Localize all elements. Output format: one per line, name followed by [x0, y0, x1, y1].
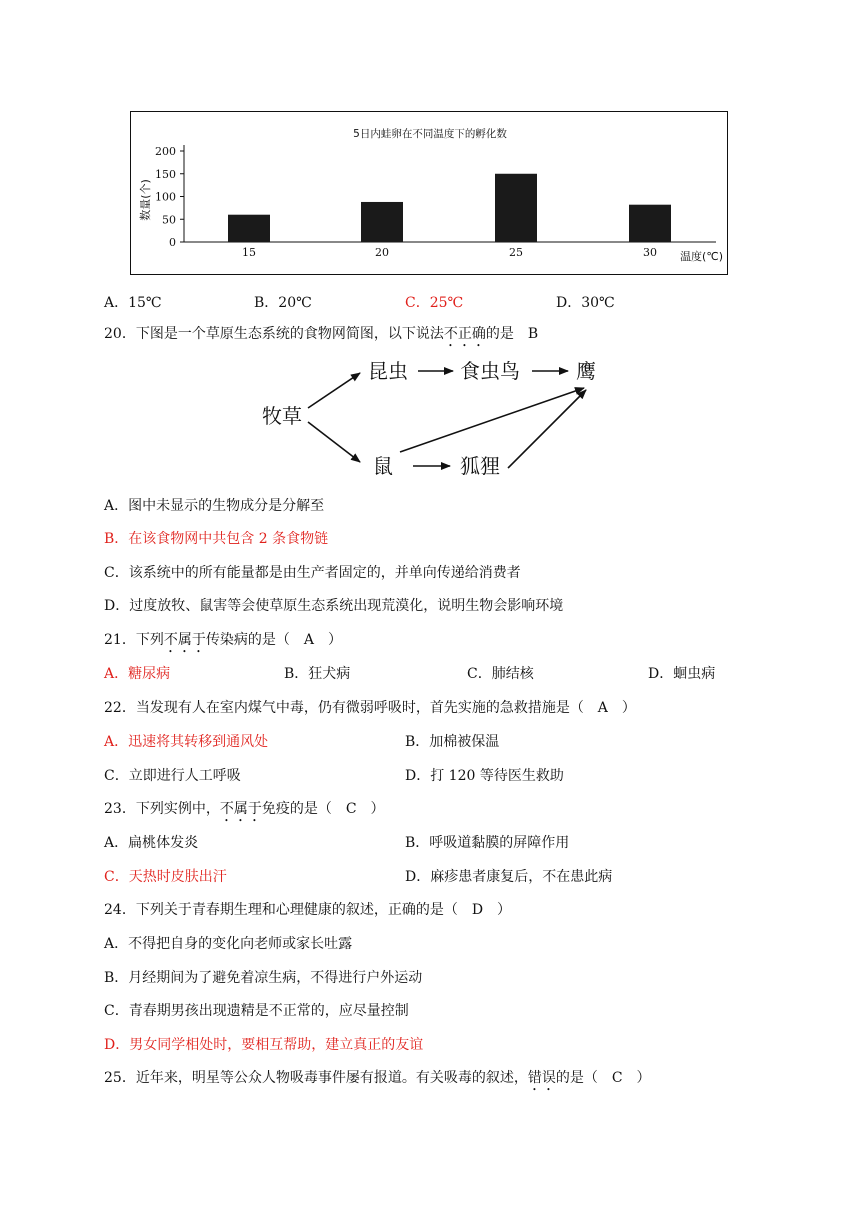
y-tick-label: 0 — [169, 236, 176, 249]
q21-stem-suffix: 传染病的是（ A ） — [205, 632, 342, 648]
q23-stem — [104, 800, 385, 825]
bar-15 — [228, 215, 270, 242]
q20-option-a: A．图中未显示的生物成分是分解至 — [104, 498, 325, 514]
x-tick-label: 25 — [509, 246, 523, 259]
x-tick-label: 15 — [242, 246, 256, 259]
q22-option-d: D．打 120 等待医生救助 — [405, 768, 564, 784]
q23-option-c: C．天热时皮肤出汗 — [104, 869, 227, 885]
q23-option-b: B．呼吸道黏膜的屏障作用 — [405, 835, 570, 851]
arrow-grass-rat — [308, 422, 360, 462]
q19-option-a: A．15℃ — [104, 295, 162, 311]
y-axis-label: 数量(个) — [139, 179, 152, 221]
q19-option-c: C．25℃ — [405, 295, 464, 311]
bar-25 — [495, 174, 537, 242]
bar-30 — [629, 205, 671, 242]
q20-stem-prefix: 20．下图是一个草原生态系统的食物网简图，以下说法 — [104, 326, 444, 342]
q25-stem-suffix: 的是（ C ） — [555, 1070, 651, 1086]
chart-title: 5日内蛙卵在不同温度下的孵化数 — [353, 128, 507, 140]
q23-option-a: A．扁桃体发炎 — [104, 835, 199, 851]
q22-stem: 22．当发现有人在室内煤气中毒，仍有微弱呼吸时，首先实施的急救措施是（ A ） — [104, 700, 636, 716]
q20-stem — [104, 325, 538, 350]
q21-stem — [104, 631, 342, 656]
q19-option-d: D．30℃ — [556, 295, 615, 311]
q20-stem-emphasis: 不正确 — [443, 326, 486, 342]
x-axis-label: 温度(℃) — [680, 250, 723, 263]
node-eagle: 鹰 — [576, 359, 596, 383]
q23-stem-prefix: 23．下列实例中， — [104, 801, 220, 817]
q23-option-d: D．麻疹患者康复后，不在患此病 — [405, 869, 613, 885]
q24-option-c: C．青春期男孩出现遗精是不正常的，应尽量控制 — [104, 1003, 409, 1019]
chart-canvas — [131, 112, 729, 276]
q22-option-a: A．迅速将其转移到通风处 — [104, 734, 269, 750]
q25-stem-emphasis: 错误 — [527, 1070, 556, 1086]
q24-option-a: A．不得把自身的变化向老师或家长吐露 — [104, 936, 353, 952]
bar-20 — [361, 202, 403, 242]
q24-option-b: B．月经期间为了避免着凉生病，不得进行户外运动 — [104, 970, 423, 986]
y-tick-label: 200 — [155, 145, 176, 158]
node-grass: 牧草 — [262, 404, 302, 428]
y-tick-label: 150 — [155, 167, 176, 181]
q22-option-b: B．加棉被保温 — [405, 734, 500, 750]
q23-stem-suffix: 免疫的是（ C ） — [261, 801, 385, 817]
x-tick-label: 30 — [643, 246, 657, 259]
x-tick-label: 20 — [375, 246, 389, 259]
q19-option-b: B．20℃ — [254, 295, 312, 311]
node-insectivorous-bird: 食虫鸟 — [460, 359, 520, 383]
food-web-arrows — [250, 350, 610, 485]
node-insect: 昆虫 — [368, 359, 408, 383]
q22-option-c: C．立即进行人工呼吸 — [104, 768, 241, 784]
q21-stem-prefix: 21．下列 — [104, 632, 164, 648]
q25-stem — [104, 1069, 651, 1094]
q21-option-a: A．糖尿病 — [104, 666, 171, 682]
y-tick-label: 50 — [162, 213, 176, 227]
q21-option-b: B．狂犬病 — [284, 666, 351, 682]
node-fox: 狐狸 — [460, 454, 500, 478]
node-rat: 鼠 — [373, 454, 393, 478]
q21-option-d: D．蛔虫病 — [648, 666, 716, 682]
arrow-grass-insect — [308, 373, 360, 408]
q20-stem-suffix: 的是 B — [485, 326, 539, 342]
q25-stem-prefix: 25．近年来，明星等公众人物吸毒事件屡有报道。有关吸毒的叙述， — [104, 1070, 528, 1086]
q20-option-c: C．该系统中的所有能量都是由生产者固定的，并单向传递给消费者 — [104, 565, 521, 581]
q24-stem: 24．下列关于青春期生理和心理健康的叙述，正确的是（ D ） — [104, 902, 512, 918]
q24-option-d: D．男女同学相处时，要相互帮助，建立真正的友谊 — [104, 1037, 424, 1053]
q21-option-c: C．肺结核 — [467, 666, 534, 682]
q23-stem-emphasis: 不属于 — [219, 801, 262, 817]
q20-option-b: B．在该食物网中共包含 2 条食物链 — [104, 531, 329, 547]
y-tick-label: 100 — [155, 190, 176, 204]
q21-stem-emphasis: 不属于 — [163, 632, 206, 648]
hatching-bar-chart — [130, 111, 728, 275]
q20-option-d: D．过度放牧、鼠害等会使草原生态系统出现荒漠化，说明生物会影响环境 — [104, 598, 564, 614]
